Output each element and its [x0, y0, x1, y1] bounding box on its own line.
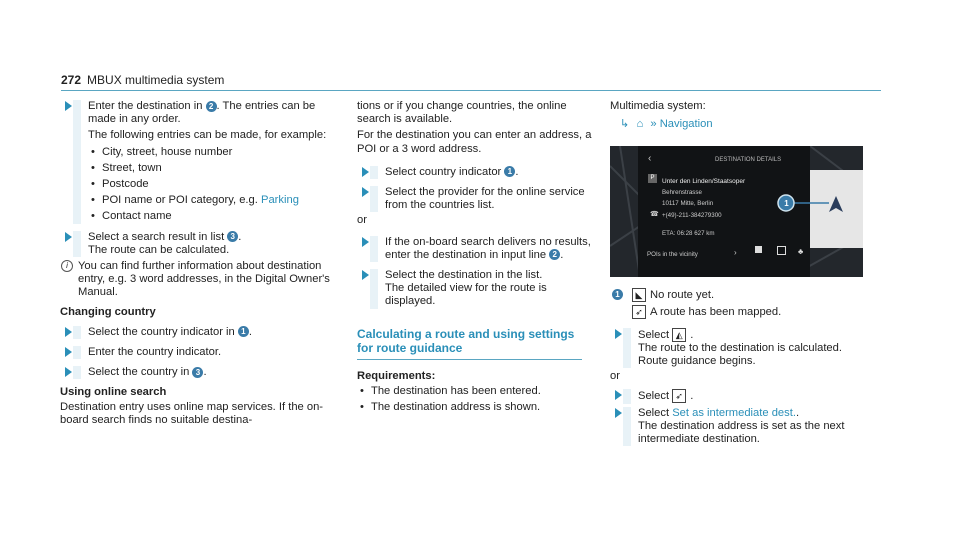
navigation-link[interactable]: Navigation	[659, 118, 713, 131]
screen-phone: +(49)-211-384279300	[662, 212, 722, 220]
info-icon: i	[61, 260, 73, 272]
set-intermediate-link[interactable]: Set as intermediate dest.	[672, 406, 796, 419]
marker-1-icon: 1	[612, 289, 623, 300]
legend-row: 1 ◣ No route yet. ➶ A route has been mapped.	[610, 288, 875, 318]
start-route-icon[interactable]: ◭	[672, 328, 686, 342]
route-mapped-icon[interactable]: ➶	[672, 389, 686, 403]
screen-back-icon[interactable]: ‹	[648, 153, 652, 165]
heading-online-search: Using online search	[60, 386, 167, 399]
destination-details-screenshot	[610, 146, 863, 277]
screen-action-icon[interactable]: ♣	[798, 247, 804, 257]
step-enter-destination: Enter the destination in 2 . The entries can be made in any order. The following entries can be made, for example: • City, street, house number • Street, town • Postcode • POI name or POI category, e.g. Parking • Contact name	[60, 100, 330, 224]
screen-city: 10117 Mitte, Berlin	[662, 200, 714, 208]
screen-action-icon[interactable]	[755, 246, 762, 253]
marker-1-icon: 1	[784, 199, 789, 209]
step-enter-input-line: If the on-board search delivers no results, enter the destination in input line 2 .	[357, 236, 597, 262]
screen-poi[interactable]: POIs in the vicinity	[647, 251, 698, 259]
screen-eta: ETA: 06:28 627 km	[662, 230, 715, 238]
list-item: • City, street, house number	[102, 146, 330, 159]
step-select-country: Select the country in 3 .	[60, 366, 330, 379]
no-route-icon: ◣	[632, 288, 646, 302]
step-arrow-icon	[362, 237, 369, 247]
info-note: i You can find further information about destination entry, e.g. 3 word addresses, in the Digital Owner's Manual.	[60, 260, 330, 300]
screen-chevron-icon[interactable]: ›	[734, 248, 737, 258]
marker-2-icon: 2	[206, 101, 217, 112]
step-select-country-indicator: Select the country indicator in 1 .	[60, 326, 330, 339]
step-arrow-icon	[65, 232, 72, 242]
marker-1-icon: 1	[504, 166, 515, 177]
step-select-provider: Select the provider for the online service from the countries list.	[357, 186, 597, 212]
step-arrow-icon	[65, 347, 72, 357]
route-mapped-icon: ➶	[632, 305, 646, 319]
list-item: • Street, town	[102, 162, 330, 175]
step-enter-country: Enter the country indicator.	[60, 346, 330, 359]
entries-list	[88, 146, 330, 224]
chevron-right-icon: »	[650, 118, 657, 131]
system-label: Multimedia system:	[610, 100, 706, 112]
step-select-destination: Select the destination in the list. The detailed view for the route is displayed.	[357, 269, 597, 309]
column-3: Multimedia system: ↳ ⌂ » Navigation ‹ DESTINATION DETAILS P Unter den Linden/Staatsoper Behrenstrasse 10117 Mitte, Berlin ☎ +(49)-211-384279300 ETA: 06:28 627 km POIs in the vicinity › ♣ 1 1 ◣ No route yet. ➶ A route has been mapped. Select ◭ . The route to the destination is calculated. Route guidance begins. or Select ➶ . Select Set as intermediate dest.. The destination address is set as the next intermediate destination.	[610, 100, 875, 453]
step-arrow-icon	[615, 390, 622, 400]
step-arrow-icon	[615, 408, 622, 418]
screen-title: DESTINATION DETAILS	[715, 157, 782, 164]
page-title: MBUX multimedia system	[87, 73, 225, 87]
marker-3-icon: 3	[227, 231, 238, 242]
step-select-result: Select a search result in list 3 . The route can be calculated.	[60, 231, 330, 257]
online-text: Destination entry uses online map services. If the on-board search finds no suitable destina-	[60, 400, 324, 426]
step-set-intermediate: Select Set as intermediate dest.. The destination address is set as the next intermediate destination.	[610, 407, 875, 447]
page-number: 272	[61, 73, 82, 87]
step-arrow-icon	[65, 367, 72, 377]
step-arrow-icon	[362, 167, 369, 177]
path-arrow-icon: ↳	[620, 118, 630, 131]
step-arrow-icon	[615, 329, 622, 339]
step-arrow-icon	[65, 101, 72, 111]
screen-name: Unter den Linden/Staatsoper	[662, 178, 746, 186]
step-select-country-indicator-online: Select country indicator 1 .	[357, 166, 597, 179]
phone-icon: ☎	[650, 211, 659, 219]
step-select-route: Select ◭ . The route to the destination is calculated. Route guidance begins.	[610, 328, 875, 369]
column-2: tions or if you change countries, the online search is available. For the destination you can enter an address, a POI or a 3 word address. Select country indicator 1 . Select the provider for the online service from the countries list. or If the on-board search delivers no results, enter the destination in input line 2 . Select the destination in the list. The detailed view for the route is displayed. Calculating a route and using settings for route guidance Requirements: • The destination has been entered. • The destination address is shown.	[357, 100, 597, 418]
marker-2-icon: 2	[549, 249, 560, 260]
list-item: • POI name or POI category, e.g. Parking	[102, 194, 330, 207]
step-arrow-icon	[362, 270, 369, 280]
step-arrow-icon	[362, 187, 369, 197]
screen-street: Behrenstrasse	[662, 189, 702, 197]
home-icon[interactable]: ⌂	[636, 118, 644, 131]
column-1	[60, 100, 330, 430]
poi-icon: P	[648, 174, 657, 183]
parking-link[interactable]: Parking	[260, 194, 299, 207]
list-item: • The destination has been entered.	[371, 385, 597, 398]
step-select-mapped: Select ➶ .	[610, 389, 875, 403]
page-header	[61, 73, 224, 87]
list-item: • Postcode	[102, 178, 330, 191]
header-rule	[61, 90, 881, 91]
requirements-list	[357, 385, 597, 414]
step-arrow-icon	[65, 327, 72, 337]
section-heading-route: Calculating a route and using settings for route guidance	[357, 327, 582, 360]
screen-action-icon[interactable]	[777, 246, 786, 255]
marker-1-icon: 1	[238, 326, 249, 337]
requirements-label: Requirements:	[357, 369, 436, 382]
list-item: • The destination address is shown.	[371, 401, 597, 414]
nav-path	[620, 118, 875, 131]
marker-3-icon: 3	[192, 367, 203, 378]
heading-changing-country: Changing country	[60, 305, 156, 318]
list-item: • Contact name	[102, 210, 330, 223]
